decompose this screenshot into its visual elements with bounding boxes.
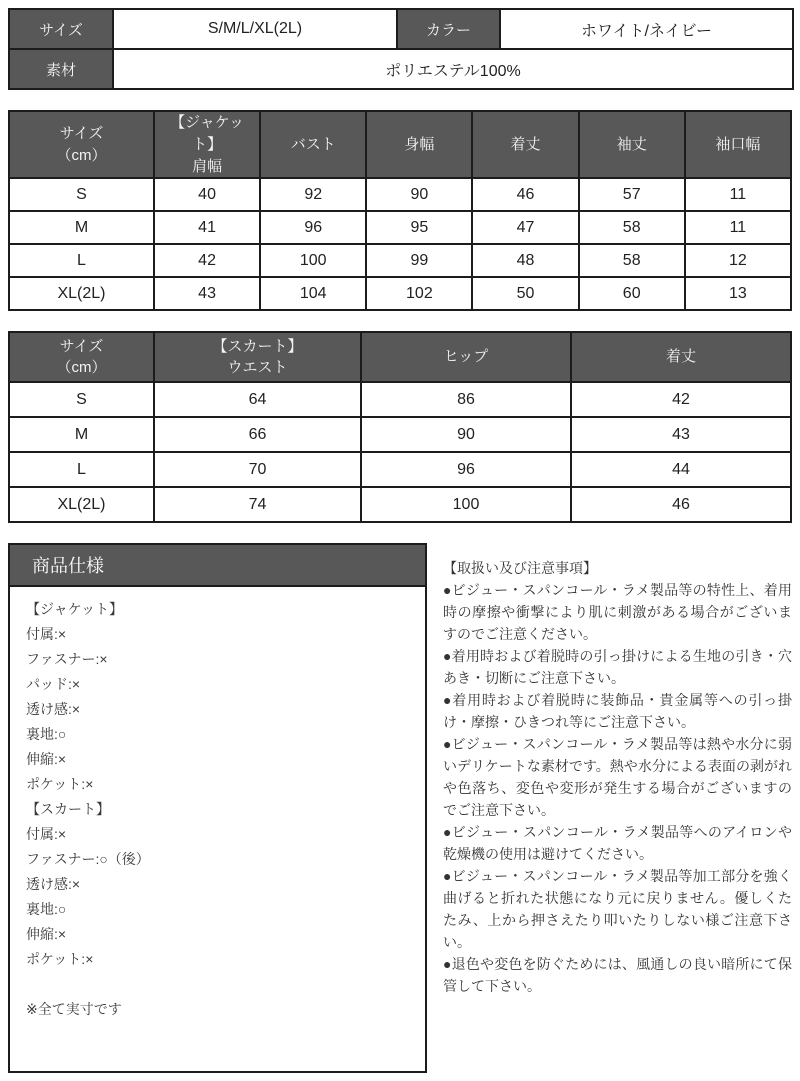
notice-item: ●ビジュー・スパンコール・ラメ製品等へのアイロンや乾燥機の使用は避けてください。	[443, 824, 792, 863]
spec-body	[10, 587, 425, 1032]
jacket-row-m: M 41 96 95 47 58 11	[9, 211, 791, 244]
spec-line-jacket-fastener: ファスナー:×	[26, 651, 108, 668]
jacket-row-l: L 42 100 99 48 58 12	[9, 244, 791, 277]
jacket-col-bodywidth: 身幅	[366, 111, 472, 178]
spec-line-jacket-pocket: ポケット:×	[26, 776, 94, 793]
skirt-size-table	[8, 331, 792, 523]
skirt-col-waist-line1: 【スカート】	[212, 337, 303, 355]
spec-line-skirt-accessory: 付属:×	[26, 826, 67, 843]
spec-line-jacket-sheerness: 透け感:×	[26, 701, 81, 718]
notice-column	[443, 543, 792, 997]
spec-line-jacket-header: 【ジャケット】	[26, 601, 124, 618]
spec-line-skirt-lining: 裏地:○	[26, 901, 67, 918]
notice-item: ●着用時および着脱時に装飾品・貴金属等への引っ掛け・摩擦・ひきつれ等にご注意下さい。	[443, 692, 792, 731]
spec-line-skirt-pocket: ポケット:×	[26, 951, 94, 968]
skirt-col-waist	[154, 332, 361, 382]
skirt-row-m: M 66 90 43	[9, 417, 791, 452]
jacket-col-shoulder	[154, 111, 260, 178]
jacket-col-shoulder-line2: 肩幅	[192, 157, 223, 175]
spec-line-jacket-stretch: 伸縮:×	[26, 751, 67, 768]
skirt-col-size-line2: （cm）	[56, 359, 107, 377]
spec-line-jacket-pad: パッド:×	[26, 676, 81, 693]
spec-line-skirt-header: 【スカート】	[26, 801, 110, 818]
jacket-col-size-line2: （cm）	[56, 146, 107, 164]
spec-note: ※全て実寸です	[26, 1001, 122, 1018]
product-info-table	[8, 8, 794, 90]
color-label-cell: カラー	[397, 9, 500, 49]
skirt-col-size-line1: サイズ	[59, 337, 104, 355]
spec-title: 商品仕様	[10, 545, 425, 587]
jacket-col-sleeve: 袖丈	[579, 111, 685, 178]
skirt-row-l: L 70 96 44	[9, 452, 791, 487]
skirt-row-s: S 64 86 42	[9, 382, 791, 417]
jacket-col-shoulder-line1: 【ジャケット】	[170, 114, 245, 153]
skirt-col-hip: ヒップ	[361, 332, 571, 382]
notice-item: ●退色や変色を防ぐためには、風通しの良い暗所にて保管して下さい。	[443, 956, 792, 995]
spec-line-skirt-sheerness: 透け感:×	[26, 876, 81, 893]
skirt-row-xl: XL(2L) 74 100 46	[9, 487, 791, 522]
jacket-col-cuff: 袖口幅	[685, 111, 791, 178]
spec-line-jacket-accessory: 付属:×	[26, 626, 67, 643]
material-label-cell: 素材	[9, 49, 113, 89]
notice-item: ●ビジュー・スパンコール・ラメ製品等加工部分を強く曲げると折れた状態になり元に戻りません。優しくたたみ、上から押さえたり叩いたりしない様ご注意下さい。	[443, 868, 792, 951]
jacket-row-xl: XL(2L) 43 104 102 50 60 13	[9, 277, 791, 310]
spec-line-skirt-stretch: 伸縮:×	[26, 926, 67, 943]
jacket-col-size	[9, 111, 154, 178]
jacket-col-size-line1: サイズ	[59, 124, 104, 142]
spec-line-skirt-fastener: ファスナー:○（後）	[26, 851, 150, 868]
skirt-col-waist-line2: ウエスト	[227, 359, 288, 377]
product-spec-box	[8, 543, 427, 1073]
notice-item: ●着用時および着脱時の引っ掛けによる生地の引き・穴あき・切断にご注意下さい。	[443, 648, 792, 687]
skirt-col-size	[9, 332, 154, 382]
notice-title: 【取扱い及び注意事項】	[443, 560, 597, 577]
skirt-col-length: 着丈	[571, 332, 791, 382]
color-value-cell: ホワイト/ネイビー	[500, 9, 793, 49]
size-label-cell: サイズ	[9, 9, 113, 49]
notice-item: ●ビジュー・スパンコール・ラメ製品等の特性上、着用時の摩擦や衝撃により肌に刺激がある場合がございますのでご注意ください。	[443, 582, 792, 643]
jacket-size-table	[8, 110, 792, 311]
spec-line-jacket-lining: 裏地:○	[26, 726, 67, 743]
notice-item: ●ビジュー・スパンコール・ラメ製品等は熱や水分に弱いデリケートな素材です。熱や水分による表面の剥がれや色落ち、変色や変形が発生する場合がございますのでご注意下さい。	[443, 736, 792, 819]
material-value-cell: ポリエステル100%	[113, 49, 793, 89]
jacket-col-length: 着丈	[472, 111, 578, 178]
jacket-row-s: S 40 92 90 46 57 11	[9, 178, 791, 211]
jacket-col-bust: バスト	[260, 111, 366, 178]
size-value-cell: S/M/L/XL(2L)	[113, 9, 397, 49]
bottom-section	[8, 543, 792, 1073]
